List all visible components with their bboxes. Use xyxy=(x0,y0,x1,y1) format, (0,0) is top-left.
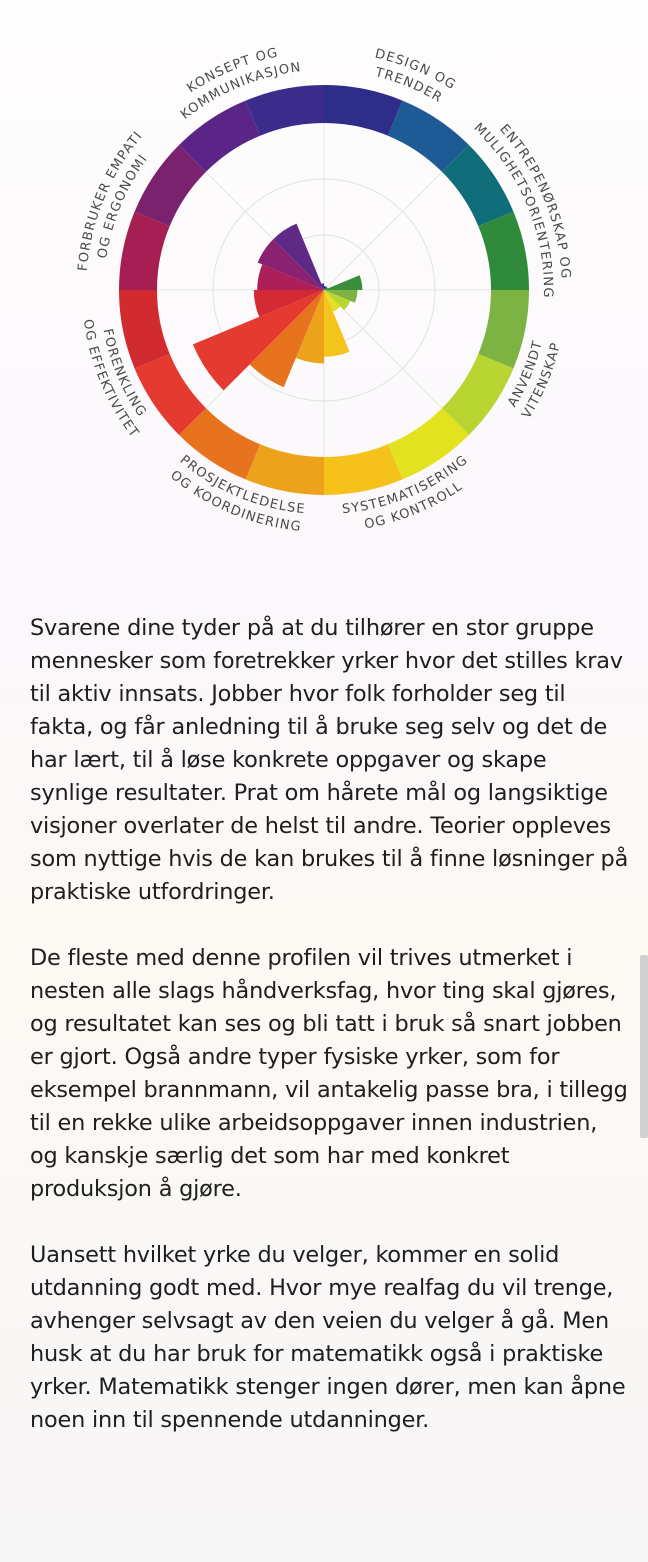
paragraph-2: De fleste med denne profilen vil trives utmerket i nesten alle slags håndverksfag, hvor ting skal gjøres, og resultatet kan ses og bli tatt i bruk så snart jobben er gjort. Også andre typer fysiske yrker, som for eksempel brannmann, vil antakelig passe bra, i tillegg til en rekke ulike arbeidsoppgaver innen industrien, og kanskje særlig det som har med konkret produksjon å gjøre. xyxy=(30,945,628,1202)
sector-label-2-line-1: ENTREPENØRSKAP OG xyxy=(496,121,573,281)
sector-label-6-line-2: OG EFFEKTIVITET xyxy=(79,318,142,442)
sector-label-7-line-2: OG ERGONOMI xyxy=(95,151,152,260)
profile-description xyxy=(30,612,630,1470)
ring-segment-5 xyxy=(478,290,529,368)
ring-segment-12 xyxy=(119,290,170,368)
paragraph-1: Svarene dine tyder på at du tilhører en stor gruppe mennesker som foretrekker yrker hvor det stilles krav til aktiv innsats. Jobber hvor folk forholder seg til fakta, og får anledning til å bruke seg selv og det de har lært, til å løse konkrete oppgaver og skape synlige resultater. Prat om hårete mål og langsiktige visjoner overlater de helst til andre. Teorier oppleves som nyttige hvis de kan brukes til å finne løsninger på praktiske utfordringer. xyxy=(30,615,629,905)
sector-label-1-line-2: TRENDER xyxy=(373,65,446,107)
interest-wheel-svg xyxy=(0,0,648,560)
scrollbar-thumb[interactable] xyxy=(640,955,648,1138)
paragraph-3: Uansett hvilket yrke du velger, kommer en solid utdanning godt med. Hvor mye realfag du vil trenge, avhenger selvsagt av den veien du velger å gå. Men husk at du har bruk for matematikk også i praktiske yrker. Matematikk stenger ingen dører, men kan åpne noen inn til spennende utdanninger. xyxy=(30,1242,626,1433)
grid-spoke-2 xyxy=(324,172,442,290)
sector-label-3-line-2: VITENSKAP xyxy=(519,340,565,422)
ring-segment-4 xyxy=(478,212,529,290)
sector-label-7-line-1: FORBRUKER EMPATI xyxy=(75,128,147,272)
sector-label-8-line-1: KONSEPT OG xyxy=(184,45,280,97)
sector-label-8-line-2: KOMMUNIKASJON xyxy=(178,60,303,123)
sector-label-1-line-1: DESIGN OG xyxy=(373,46,459,94)
value-wedge-4 xyxy=(324,275,362,290)
ring-segment-1 xyxy=(324,85,402,136)
sector-label-4-line-1: SYSTEMATISERING xyxy=(341,452,472,518)
ring-segment-16 xyxy=(246,85,324,136)
sector-label-6-line-1: FORENKLING xyxy=(99,327,150,421)
sector-label-4-line-2: OG KONTROLL xyxy=(363,478,466,533)
value-wedges xyxy=(193,224,363,391)
interest-wheel-chart xyxy=(0,0,648,560)
ring-segment-9 xyxy=(246,444,324,495)
sector-label-5-line-2: OG KOORDINERING xyxy=(167,467,303,535)
sector-label-3-line-1: ANVENDT xyxy=(505,338,546,410)
sector-label-2-line-2: MULIGHETSORIENTERING xyxy=(470,120,556,299)
ring-segment-8 xyxy=(324,444,402,495)
sector-label-5-line-1: PROSJEKTLEDELSE xyxy=(176,452,307,518)
ring-segment-13 xyxy=(119,212,170,290)
